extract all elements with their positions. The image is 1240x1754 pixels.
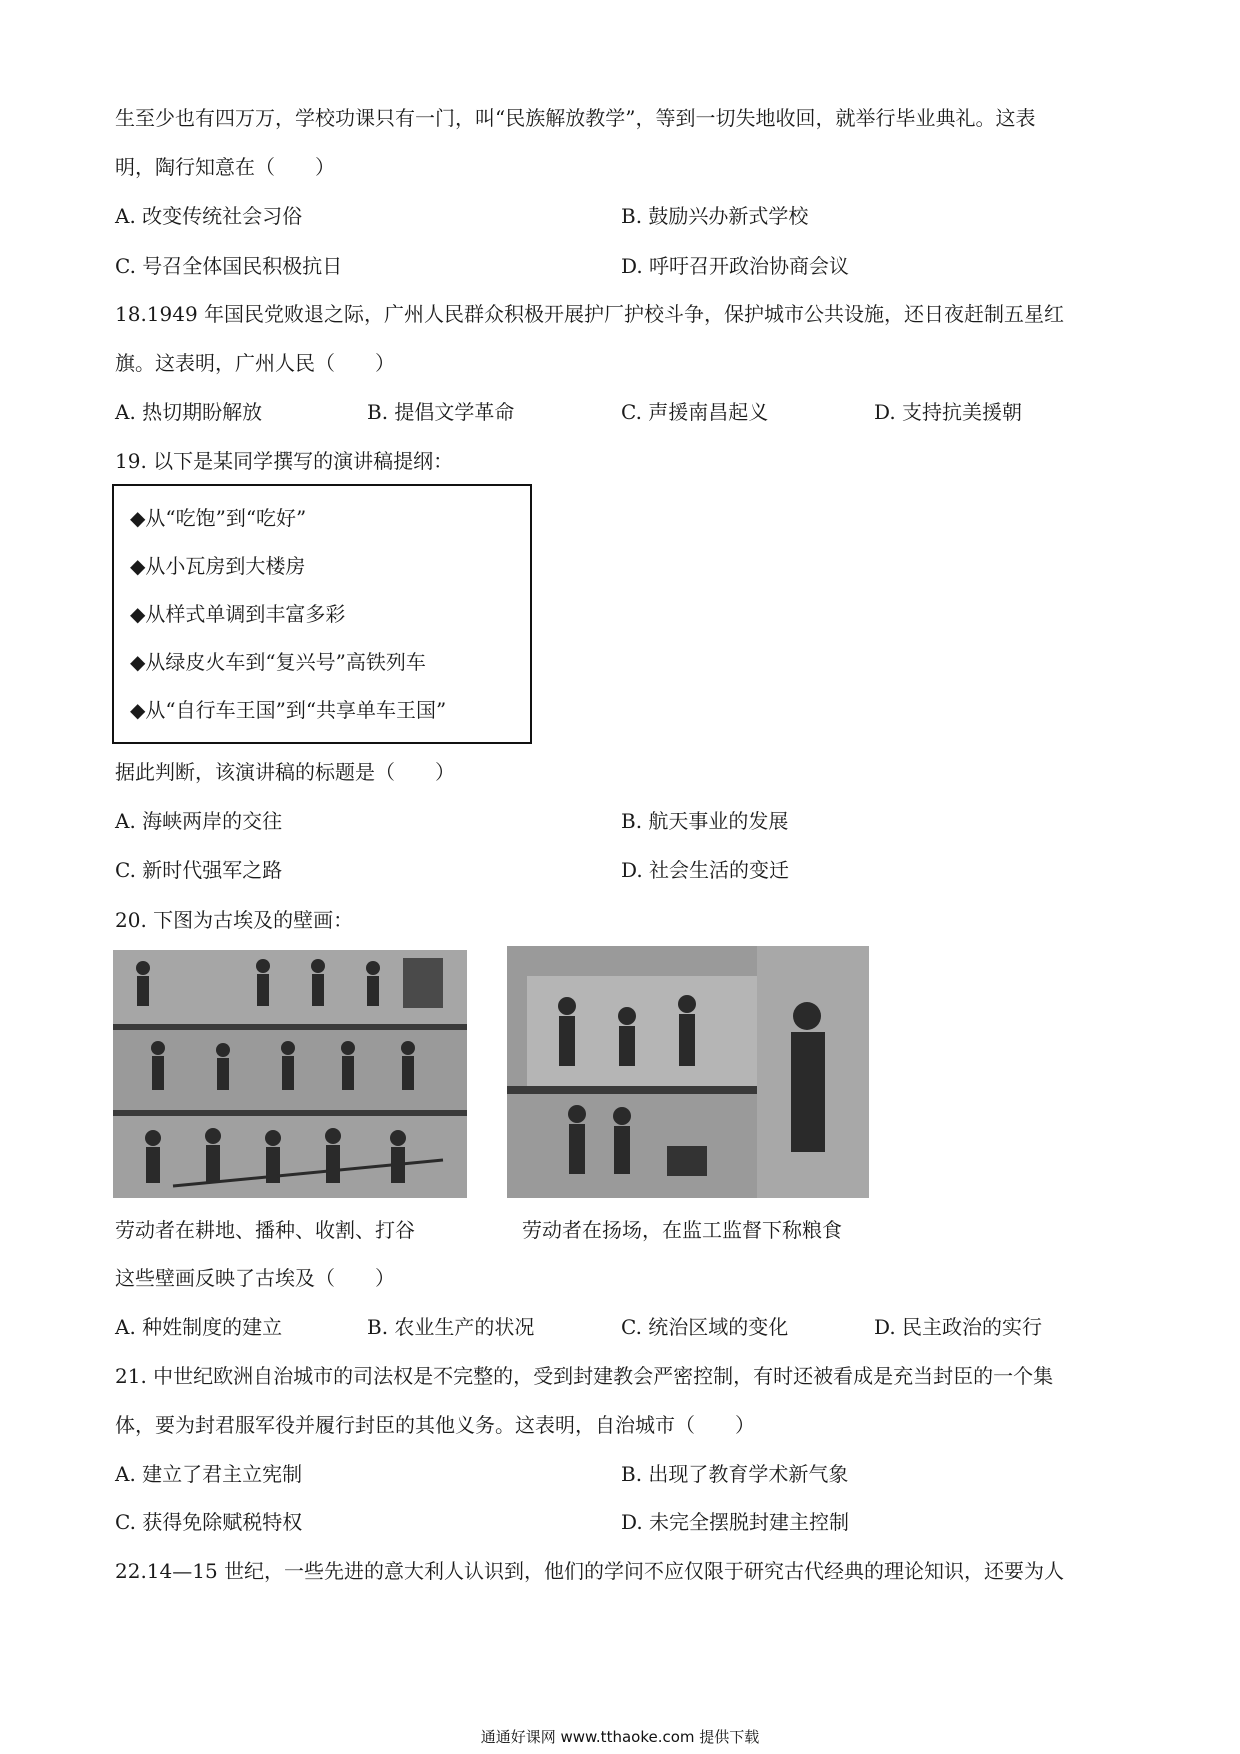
q20-option-a: A. 种姓制度的建立: [115, 1315, 283, 1339]
q17-option-d: D. 呼吁召开政治协商会议: [621, 254, 850, 278]
outline-item: ◆从绿皮火车到“复兴号”高铁列车: [130, 650, 426, 674]
q20-option-c: C. 统治区域的变化: [621, 1315, 789, 1339]
q18-option-d: D. 支持抗美援朝: [874, 400, 1023, 424]
mural-caption-left: 劳动者在耕地、播种、收割、打谷: [115, 1218, 415, 1242]
q18-option-c: C. 声援南昌起义: [621, 400, 769, 424]
egyptian-mural-grain-weighing-image: [507, 946, 869, 1198]
egyptian-mural-farming-image: [113, 950, 467, 1198]
q19-option-b: B. 航天事业的发展: [621, 809, 789, 833]
q18-stem-line1: 18.1949 年国民党败退之际，广州人民群众积极开展护厂护校斗争，保护城市公共设施，还日夜赶制五星红: [115, 302, 1065, 326]
q20-option-d: D. 民主政治的实行: [874, 1315, 1043, 1339]
q21-option-b: B. 出现了教育学术新气象: [621, 1462, 849, 1486]
q20-option-b: B. 农业生产的状况: [367, 1315, 535, 1339]
q19-option-a: A. 海峡两岸的交往: [115, 809, 283, 833]
q18-option-b: B. 提倡文学革命: [367, 400, 515, 424]
q22-stem-line1: 22.14—15 世纪，一些先进的意大利人认识到，他们的学问不应仅限于研究古代经典的理论知识，还要为人: [115, 1559, 1065, 1583]
mural-caption-right: 劳动者在扬场，在监工监督下称粮食: [522, 1218, 842, 1242]
q19-option-c: C. 新时代强军之路: [115, 858, 283, 882]
outline-item: ◆从“吃饱”到“吃好”: [130, 506, 307, 530]
page-footer: 通通好课网 www.tthaoke.com 提供下载: [480, 1728, 760, 1746]
q18-stem-line2: 旗。这表明，广州人民（ ）: [115, 351, 395, 375]
q21-option-c: C. 获得免除赋税特权: [115, 1510, 303, 1534]
q17-option-c: C. 号召全体国民积极抗日: [115, 254, 343, 278]
outline-item: ◆从小瓦房到大楼房: [130, 554, 306, 578]
outline-item: ◆从“自行车王国”到“共享单车王国”: [130, 698, 447, 722]
outline-item: ◆从样式单调到丰富多彩: [130, 602, 346, 626]
q21-stem-line2: 体，要为封君服军役并履行封臣的其他义务。这表明，自治城市（ ）: [115, 1413, 755, 1437]
q19-option-d: D. 社会生活的变迁: [621, 858, 790, 882]
q21-stem-line1: 21. 中世纪欧洲自治城市的司法权是不完整的，受到封建教会严密控制，有时还被看成是充当封臣的一个集: [115, 1364, 1054, 1388]
q19-question: 据此判断，该演讲稿的标题是（ ）: [115, 760, 455, 784]
q20-stem: 20. 下图为古埃及的壁画：: [115, 908, 354, 932]
q21-option-a: A. 建立了君主立宪制: [115, 1462, 303, 1486]
q17-option-b: B. 鼓励兴办新式学校: [621, 204, 809, 228]
speech-outline-box: [112, 484, 532, 744]
q18-option-a: A. 热切期盼解放: [115, 400, 263, 424]
q17-stem-line1: 生至少也有四万万，学校功课只有一门，叫“民族解放教学”，等到一切失地收回，就举行毕业典礼。这表: [115, 106, 1036, 130]
q17-stem-line2: 明，陶行知意在（ ）: [115, 155, 335, 179]
q19-stem: 19. 以下是某同学撰写的演讲稿提纲：: [115, 449, 454, 473]
q17-option-a: A. 改变传统社会习俗: [115, 204, 303, 228]
q20-question: 这些壁画反映了古埃及（ ）: [115, 1266, 395, 1290]
q21-option-d: D. 未完全摆脱封建主控制: [621, 1510, 850, 1534]
